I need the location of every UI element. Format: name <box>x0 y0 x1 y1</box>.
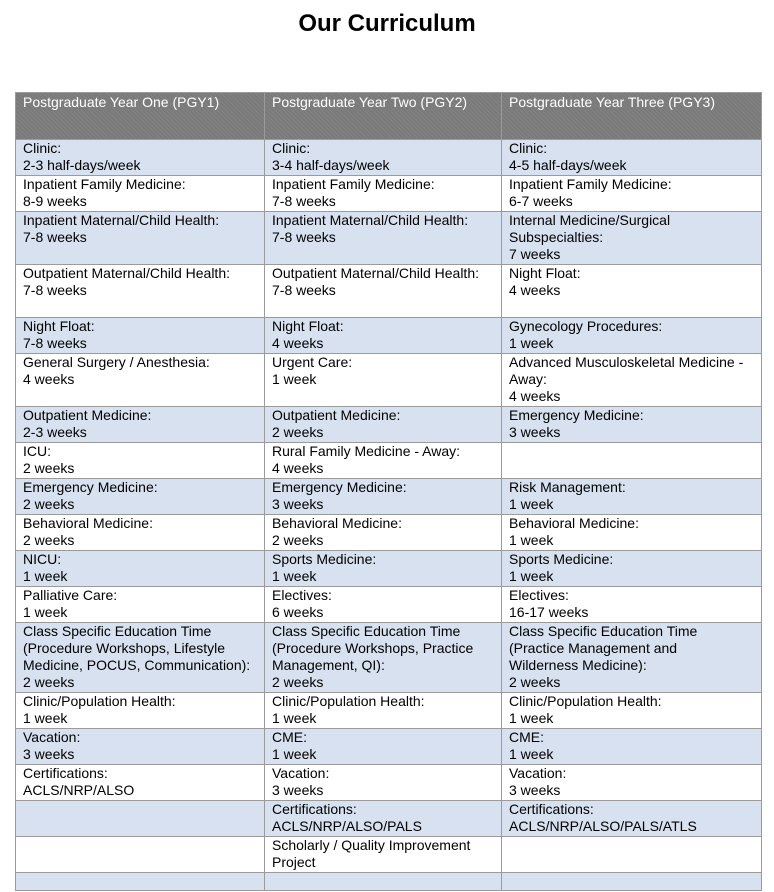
table-cell-pgy1 <box>16 729 265 765</box>
table-cell-pgy1 <box>16 176 265 212</box>
table-cell-pgy1 <box>16 318 265 354</box>
table-cell-pgy3 <box>502 479 762 515</box>
cell-text-line: 2 weeks <box>23 532 75 548</box>
table-cell-pgy1 <box>16 140 265 176</box>
table-row <box>16 515 762 551</box>
cell-text-line: 4 weeks <box>509 282 561 298</box>
table-cell-pgy2 <box>265 837 502 873</box>
cell-text-line: Class Specific Education Time <box>272 623 461 639</box>
table-cell-pgy3 <box>502 515 762 551</box>
cell-text-line: Vacation: <box>272 765 330 781</box>
cell-text-line: Inpatient Maternal/Child Health: <box>23 212 220 228</box>
table-cell-pgy1 <box>16 801 265 837</box>
table-row <box>16 318 762 354</box>
cell-text-line: 3 weeks <box>23 746 75 762</box>
cell-text-line: (Practice Management and <box>509 640 678 656</box>
cell-text-line: Outpatient Medicine: <box>23 407 152 423</box>
table-row <box>16 212 762 265</box>
table-cell-pgy2 <box>265 765 502 801</box>
table-cell-pgy1 <box>16 623 265 693</box>
cell-text-line: 3 weeks <box>272 782 324 798</box>
cell-text-line: General Surgery / Anesthesia: <box>23 354 210 370</box>
cell-text-line: Urgent Care: <box>272 354 353 370</box>
table-cell-pgy3 <box>502 765 762 801</box>
table-cell-pgy3 <box>502 837 762 873</box>
page-title: Our Curriculum <box>298 10 476 37</box>
table-cell-pgy1 <box>16 587 265 623</box>
cell-text-line: Rural Family Medicine - Away: <box>272 443 461 459</box>
table-cell-pgy2 <box>265 729 502 765</box>
table-row <box>16 873 762 891</box>
cell-text-line: Clinic/Population Health: <box>23 693 176 709</box>
cell-text-line: 1 week <box>509 496 554 512</box>
table-cell-pgy2 <box>265 515 502 551</box>
cell-text-line: Certifications: <box>272 801 357 817</box>
table-cell-pgy1 <box>16 873 265 891</box>
cell-text-line: Inpatient Maternal/Child Health: <box>272 212 469 228</box>
cell-text-line: CME: <box>509 729 544 745</box>
cell-text-line: Clinic: <box>272 140 311 156</box>
cell-text-line: Behavioral Medicine: <box>509 515 639 531</box>
table-cell-pgy1 <box>16 515 265 551</box>
table-cell-pgy2 <box>265 551 502 587</box>
cell-text-line: Emergency Medicine: <box>23 479 158 495</box>
cell-text-line: Subspecialties: <box>509 229 604 245</box>
cell-text-line: 6-7 weeks <box>509 193 573 209</box>
cell-text-line: 1 week <box>23 568 68 584</box>
table-cell-pgy2 <box>265 587 502 623</box>
cell-text-line: 7-8 weeks <box>272 193 336 209</box>
cell-text-line: ACLS/NRP/ALSO/PALS <box>272 818 422 834</box>
table-row <box>16 729 762 765</box>
cell-text-line: Outpatient Medicine: <box>272 407 401 423</box>
cell-text-line: 1 week <box>509 335 554 351</box>
cell-text-line: Sports Medicine: <box>272 551 377 567</box>
cell-text-line: Certifications: <box>509 801 594 817</box>
table-row <box>16 801 762 837</box>
column-header-pgy2: Postgraduate Year Two (PGY2) <box>265 93 502 140</box>
table-cell-pgy3 <box>502 729 762 765</box>
table-cell-pgy1 <box>16 837 265 873</box>
table-row <box>16 623 762 693</box>
table-cell-pgy3 <box>502 623 762 693</box>
cell-text-line: Inpatient Family Medicine: <box>509 176 672 192</box>
cell-text-line: 4-5 half-days/week <box>509 157 627 173</box>
cell-text-line: Internal Medicine/Surgical <box>509 212 671 228</box>
cell-text-line: 16-17 weeks <box>509 604 589 620</box>
table-cell-pgy3 <box>502 443 762 479</box>
table-cell-pgy3 <box>502 140 762 176</box>
cell-text-line: 2-3 weeks <box>23 424 87 440</box>
cell-text-line: CME: <box>272 729 307 745</box>
table-cell-pgy1 <box>16 693 265 729</box>
cell-text-line: 1 week <box>509 568 554 584</box>
cell-text-line: 1 week <box>509 532 554 548</box>
cell-text-line: Electives: <box>272 587 332 603</box>
table-row <box>16 265 762 318</box>
cell-text-line: 8-9 weeks <box>23 193 87 209</box>
cell-text-line: Class Specific Education Time <box>509 623 698 639</box>
table-cell-pgy1 <box>16 479 265 515</box>
cell-text-line: 2 weeks <box>23 460 75 476</box>
cell-text-line: 7-8 weeks <box>23 229 87 245</box>
table-cell-pgy3 <box>502 873 762 891</box>
cell-text-line: Electives: <box>509 587 569 603</box>
cell-text-line: Clinic: <box>23 140 62 156</box>
cell-text-line: 3 weeks <box>509 424 561 440</box>
cell-text-line: Vacation: <box>23 729 81 745</box>
table-cell-pgy3 <box>502 354 762 407</box>
cell-text-line: 2 weeks <box>272 674 324 690</box>
cell-text-line: Night Float: <box>23 318 95 334</box>
cell-text-line: 7-8 weeks <box>272 282 336 298</box>
table-cell-pgy3 <box>502 318 762 354</box>
cell-text-line: ICU: <box>23 443 51 459</box>
table-cell-pgy2 <box>265 693 502 729</box>
table-cell-pgy1 <box>16 407 265 443</box>
table-cell-pgy3 <box>502 587 762 623</box>
cell-text-line: 2 weeks <box>509 674 561 690</box>
curriculum-table <box>15 92 762 891</box>
table-cell-pgy1 <box>16 212 265 265</box>
cell-text-line: Advanced Musculoskeletal Medicine - <box>509 354 744 370</box>
cell-text-line: Away: <box>509 371 547 387</box>
table-row <box>16 443 762 479</box>
table-cell-pgy3 <box>502 212 762 265</box>
cell-text-line: 1 week <box>272 710 317 726</box>
cell-text-line: 4 weeks <box>272 460 324 476</box>
cell-text-line: Wilderness Medicine): <box>509 657 647 673</box>
table-row <box>16 765 762 801</box>
table-cell-pgy3 <box>502 407 762 443</box>
cell-text-line: Inpatient Family Medicine: <box>23 176 186 192</box>
cell-text-line: 6 weeks <box>272 604 324 620</box>
table-cell-pgy1 <box>16 551 265 587</box>
table-body <box>16 140 762 891</box>
cell-text-line: 4 weeks <box>23 371 75 387</box>
cell-text-line: 3 weeks <box>272 496 324 512</box>
cell-text-line: 1 week <box>509 746 554 762</box>
cell-text-line: Palliative Care: <box>23 587 118 603</box>
cell-text-line: Inpatient Family Medicine: <box>272 176 435 192</box>
header-row <box>16 93 762 140</box>
table-cell-pgy3 <box>502 551 762 587</box>
cell-text-line: Project <box>272 854 316 870</box>
table-cell-pgy1 <box>16 265 265 318</box>
cell-text-line: Risk Management: <box>509 479 626 495</box>
cell-text-line: Scholarly / Quality Improvement <box>272 837 471 853</box>
table-cell-pgy2 <box>265 318 502 354</box>
cell-text-line: Class Specific Education Time <box>23 623 212 639</box>
cell-text-line: 4 weeks <box>272 335 324 351</box>
cell-text-line: ACLS/NRP/ALSO <box>23 782 135 798</box>
cell-text-line: Vacation: <box>509 765 567 781</box>
cell-text-line: 1 week <box>272 371 317 387</box>
table-cell-pgy2 <box>265 176 502 212</box>
cell-text-line: 4 weeks <box>509 388 561 404</box>
column-header-pgy1: Postgraduate Year One (PGY1) <box>16 93 265 140</box>
cell-text-line: (Procedure Workshops, Practice <box>272 640 474 656</box>
cell-text-line: 1 week <box>272 568 317 584</box>
table-cell-pgy2 <box>265 265 502 318</box>
table-cell-pgy2 <box>265 873 502 891</box>
cell-text-line: Emergency Medicine: <box>509 407 644 423</box>
cell-text-line: ACLS/NRP/ALSO/PALS/ATLS <box>509 818 697 834</box>
table-cell-pgy3 <box>502 693 762 729</box>
cell-text-line: 1 week <box>23 710 68 726</box>
cell-text-line: 7-8 weeks <box>272 229 336 245</box>
cell-text-line: 2 weeks <box>272 532 324 548</box>
cell-text-line: 1 week <box>23 604 68 620</box>
cell-text-line: Medicine, POCUS, Communication): <box>23 657 251 673</box>
table-cell-pgy3 <box>502 265 762 318</box>
table-row <box>16 837 762 873</box>
cell-text-line: Gynecology Procedures: <box>509 318 663 334</box>
table-cell-pgy2 <box>265 623 502 693</box>
cell-text-line: Night Float: <box>509 265 581 281</box>
cell-text-line: 1 week <box>272 746 317 762</box>
cell-text-line: Clinic/Population Health: <box>272 693 425 709</box>
cell-text-line: 2 weeks <box>272 424 324 440</box>
table-row <box>16 176 762 212</box>
cell-text-line: Management, QI): <box>272 657 385 673</box>
cell-text-line: Behavioral Medicine: <box>23 515 153 531</box>
cell-text-line: 3 weeks <box>509 782 561 798</box>
table-cell-pgy2 <box>265 479 502 515</box>
table-cell-pgy1 <box>16 765 265 801</box>
cell-text-line: Sports Medicine: <box>509 551 614 567</box>
table-cell-pgy2 <box>265 354 502 407</box>
table-row <box>16 693 762 729</box>
table-cell-pgy1 <box>16 443 265 479</box>
table-cell-pgy3 <box>502 801 762 837</box>
table-cell-pgy2 <box>265 801 502 837</box>
table-row <box>16 479 762 515</box>
table-row <box>16 407 762 443</box>
table-cell-pgy2 <box>265 443 502 479</box>
cell-text-line: 7-8 weeks <box>23 335 87 351</box>
cell-text-line: Outpatient Maternal/Child Health: <box>23 265 230 281</box>
table-cell-pgy2 <box>265 407 502 443</box>
table-row <box>16 140 762 176</box>
cell-text-line: 7-8 weeks <box>23 282 87 298</box>
column-header-pgy3: Postgraduate Year Three (PGY3) <box>502 93 762 140</box>
cell-text-line: NICU: <box>23 551 62 567</box>
table-cell-pgy1 <box>16 354 265 407</box>
cell-text-line: 2-3 half-days/week <box>23 157 141 173</box>
cell-text-line: 3-4 half-days/week <box>272 157 390 173</box>
cell-text-line: Clinic: <box>509 140 548 156</box>
table-cell-pgy2 <box>265 140 502 176</box>
cell-text-line: 7 weeks <box>509 246 561 262</box>
cell-text-line: Night Float: <box>272 318 344 334</box>
cell-text-line: (Procedure Workshops, Lifestyle <box>23 640 226 656</box>
table-row <box>16 354 762 407</box>
cell-text-line: 1 week <box>509 710 554 726</box>
cell-text-line: 2 weeks <box>23 674 75 690</box>
cell-text-line: Behavioral Medicine: <box>272 515 402 531</box>
cell-text-line: 2 weeks <box>23 496 75 512</box>
table-row <box>16 551 762 587</box>
cell-text-line: Emergency Medicine: <box>272 479 407 495</box>
cell-text-line: Outpatient Maternal/Child Health: <box>272 265 479 281</box>
table-cell-pgy3 <box>502 176 762 212</box>
table-cell-pgy2 <box>265 212 502 265</box>
table-row <box>16 587 762 623</box>
cell-text-line: Clinic/Population Health: <box>509 693 662 709</box>
cell-text-line: Certifications: <box>23 765 108 781</box>
